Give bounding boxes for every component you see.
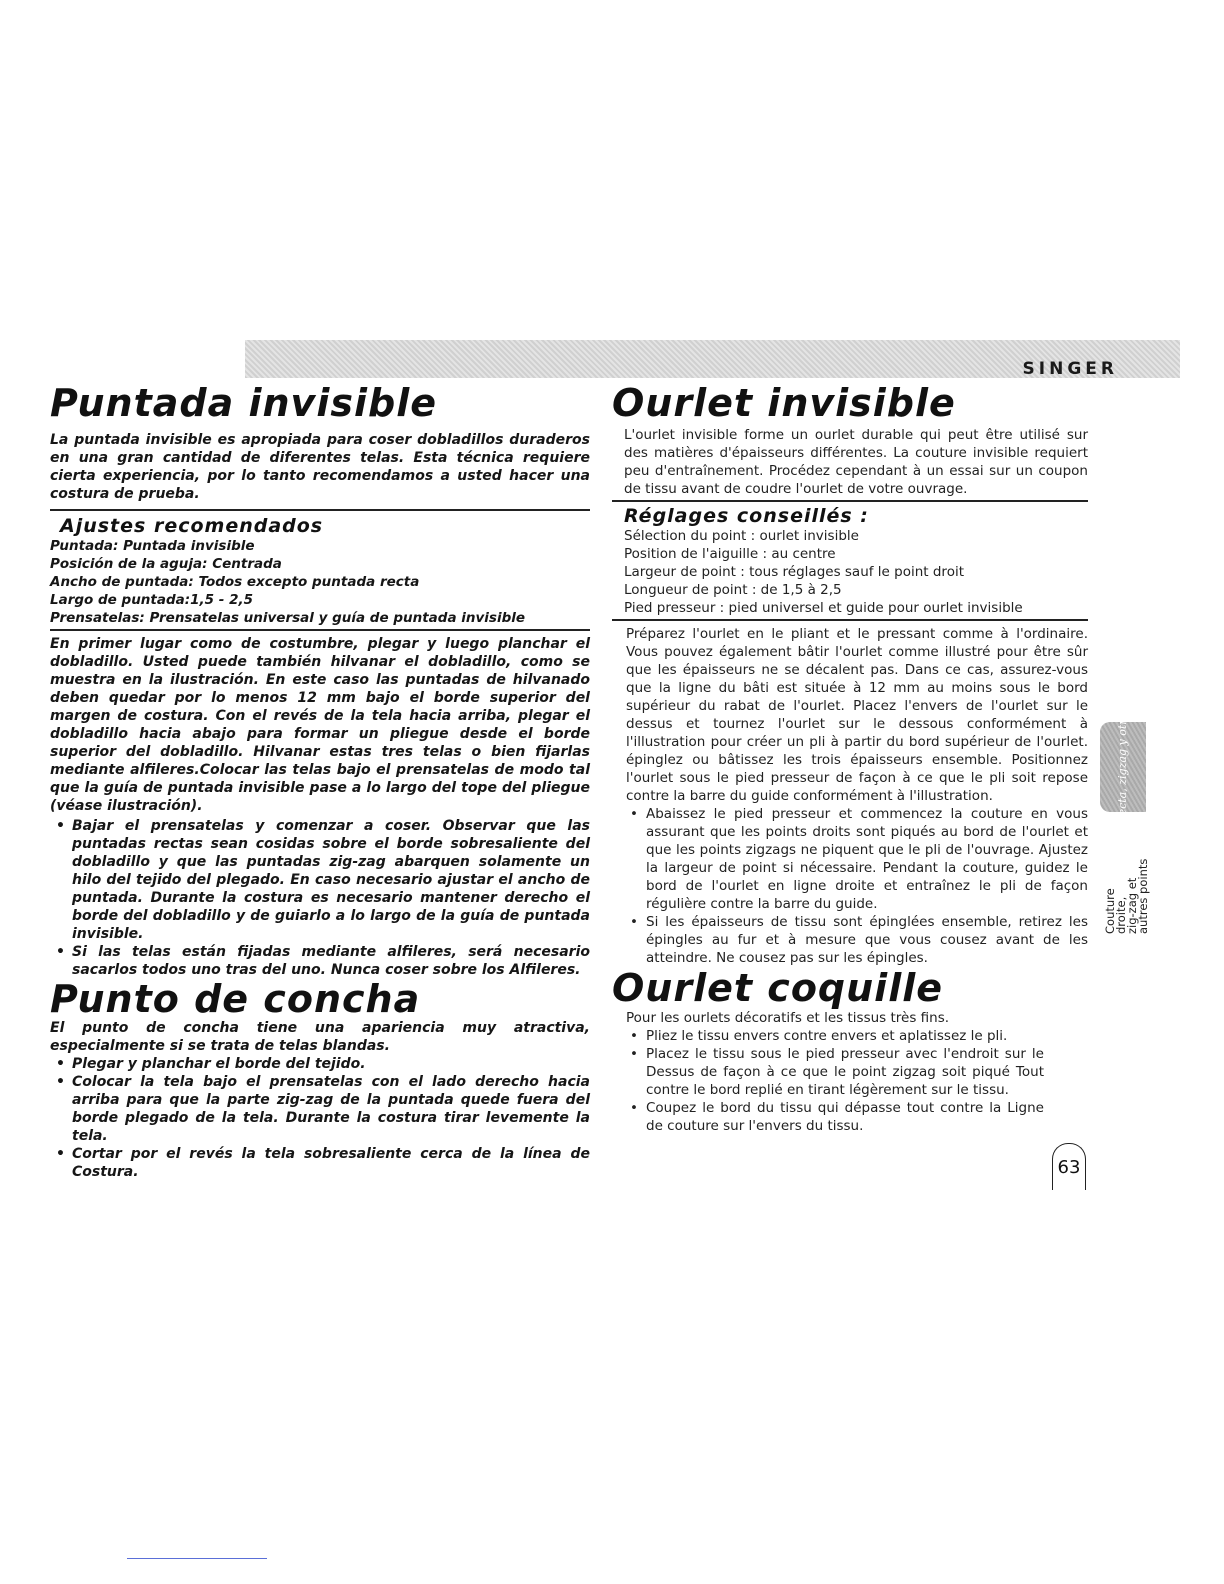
setting-stitch-width: Ancho de puntada: Todos excepto puntada recta	[50, 574, 420, 590]
setting-presser-foot: Pied presseur : pied universel et guide pour ourlet invisible	[624, 600, 1023, 616]
side-label-line: droite,	[1114, 896, 1128, 934]
spanish-shell-title: Punto de concha	[50, 977, 421, 1021]
setting-needle-position: Posición de la aguja: Centrada	[50, 556, 282, 572]
spanish-column	[50, 380, 590, 1181]
setting-stitch-length: Largo de puntada:1,5 - 2,5	[50, 592, 253, 608]
spanish-shell-bullet-list	[50, 1055, 590, 1181]
setting-stitch: Sélection du point : ourlet invisible	[624, 528, 859, 544]
french-shell-intro: Pour les ourlets décoratifs et les tissus très fins.	[626, 1010, 950, 1026]
list-item: • Coupez le bord du tissu qui dépasse tout contre la Ligne de couture sur l'envers du tissu.	[624, 1099, 1044, 1135]
spanish-title: Puntada invisible	[50, 381, 437, 425]
list-item: • Placez le tissu sous le pied presseur avec l'endroit sur le Dessus de façon à ce que le point zigzag soit piqué Tout contre le bord replié en tirant légèrement sur le tissu.	[624, 1045, 1044, 1099]
french-intro: L'ourlet invisible forme un ourlet durable qui peut être utilisé sur des matières d'épaisseurs différentes. La couture invisible requiert peu d'entraînement. Procédez cependant à un essai sur un coupon de tissu avant de coudre l'ourlet de votre ouvrage.	[624, 427, 1088, 497]
chapter-tab	[1100, 665, 1146, 869]
setting-needle-position: Position de l'aiguille : au centre	[624, 546, 836, 562]
list-item: • Colocar la tela bajo el prensatelas con el lado derecho hacia arriba para que la parte zig-zag de la puntada quede fuera del borde plegado de la tela. Durante la costura tirar levemente la tela.	[50, 1073, 590, 1145]
setting-stitch-width: Largeur de point : tous réglages sauf le point droit	[624, 564, 964, 580]
brand-logo: SINGER	[1022, 359, 1118, 379]
french-column	[612, 380, 1088, 1135]
spanish-intro: La puntada invisible es apropiada para coser dobladillos duraderos en una gran cantidad de diferentes telas. Esta técnica requiere cierta experiencia, por lo tanto recomendamos a usted hacer una costura de prueba.	[50, 432, 590, 502]
divider	[612, 500, 1088, 502]
french-settings-list	[624, 527, 1088, 617]
setting-stitch-length: Longueur de point : de 1,5 à 2,5	[624, 582, 842, 598]
spanish-body: En primer lugar como de costumbre, plegar y luego planchar el dobladillo. Usted puede también hilvanar el dobladillo, como se muestra en la ilustración. En este caso las puntadas de hilvanado deben quedar por lo menos 12 mm bajo el borde superior del margen de costura. Con el revés de la tela hacia arriba, plegar el dobladillo hacia abajo para formar un pliegue desde el borde superior del dobladillo. Hilvanar estas tres telas o bien fijarlas mediante alfileres.Colocar las telas bajo el prensatelas de modo tal que la guía de puntada invisible pase a lo largo del tope del pliegue (véase ilustración).	[50, 636, 590, 814]
list-item: • Abaissez le pied presseur et commencez la couture en vous assurant que les points droits sont piqués au bord de l'ourlet et que les points zigzags ne piquent que le pli de l'ouvrage. Ajustez la largeur de point si nécessaire. Pendant la couture, guidez le bord de l'ourlet en ligne droite et entraînez le pli de façon régulière contre la barre du guide.	[624, 805, 1088, 913]
french-shell-bullet-list	[624, 1027, 1044, 1135]
spanish-shell-intro: El punto de concha tiene una apariencia muy atractiva, especialmente si se trata de telas blandas.	[50, 1020, 590, 1054]
divider	[612, 619, 1088, 621]
spanish-bullet-list	[50, 817, 590, 979]
french-title: Ourlet invisible	[612, 381, 956, 425]
chapter-side-label	[1105, 844, 1151, 934]
spanish-settings-list	[50, 537, 590, 627]
french-settings-heading: Réglages conseillés :	[624, 505, 869, 527]
setting-stitch: Puntada: Puntada invisible	[50, 538, 255, 554]
footer-line	[127, 1558, 267, 1559]
french-shell-title: Ourlet coquille	[612, 966, 944, 1010]
list-item: • Pliez le tissu envers contre envers et aplatissez le pli.	[624, 1027, 1044, 1045]
setting-presser-foot: Prensatelas: Prensatelas universal y guía de puntada invisible	[50, 610, 526, 626]
spanish-settings-heading: Ajustes recomendados	[60, 515, 324, 537]
side-label-line: zig-zag et	[1125, 877, 1139, 934]
list-item: • Si las telas están fijadas mediante alfileres, será necesario sacarlos todos uno tras del uno. Nunca coser sobre los Alfileres.	[50, 943, 590, 979]
list-item: • Cortar por el revés la tela sobresaliente cerca de la línea de Costura.	[50, 1145, 590, 1181]
list-item: • Plegar y planchar el borde del tejido.	[50, 1055, 590, 1073]
list-item: • Si les épaisseurs de tissu sont épinglées ensemble, retirez les épingles au fur et à mesure que vous cousez avant de les atteindre. Ne cousez pas sur les épingles.	[624, 913, 1088, 967]
side-label-line: autres points	[1136, 858, 1150, 934]
list-item: • Bajar el prensatelas y comenzar a coser. Observar que las puntadas rectas sean cosidas sobre el borde sobresaliente del dobladillo y que las puntadas zig-zag abarquen solamente un hilo del tejido del plegado. En caso necesario ajustar el ancho de puntada. Durante la costura es necesario mantener derecho el borde del dobladillo y de guiarlo a lo largo de la guía de puntada invisible.	[50, 817, 590, 943]
french-bullet-list	[624, 805, 1088, 967]
divider	[50, 509, 590, 511]
side-label-line: Couture	[1103, 888, 1117, 934]
page-number: 63	[1052, 1143, 1086, 1190]
french-body: Préparez l'ourlet en le pliant et le pressant comme à l'ordinaire. Vous pouvez également bâtir l'ourlet comme illustré pour être sûr que les épaisseurs ne se décalent pas. Dans ce cas, assurez-vous que la ligne du bâti est située à 12 mm au moins sous le bord supérieur du rabat de l'ourlet. Placez l'envers de l'ourlet sur le dessus et tournez l'ourlet sur le dessous conformément à l'illustration pour créer un pli à partir du bord supérieur de l'ourlet. épinglez ou bâtissez les trois épaisseurs ensemble. Positionnez l'ourlet sous le pied presseur de façon à ce que le pli soit repose contre la barre du guide conformément à l'illustration.	[626, 626, 1088, 804]
divider	[50, 629, 590, 631]
chapter-tab-label: Costura recta, zigzag y otros puntos	[1116, 665, 1129, 869]
